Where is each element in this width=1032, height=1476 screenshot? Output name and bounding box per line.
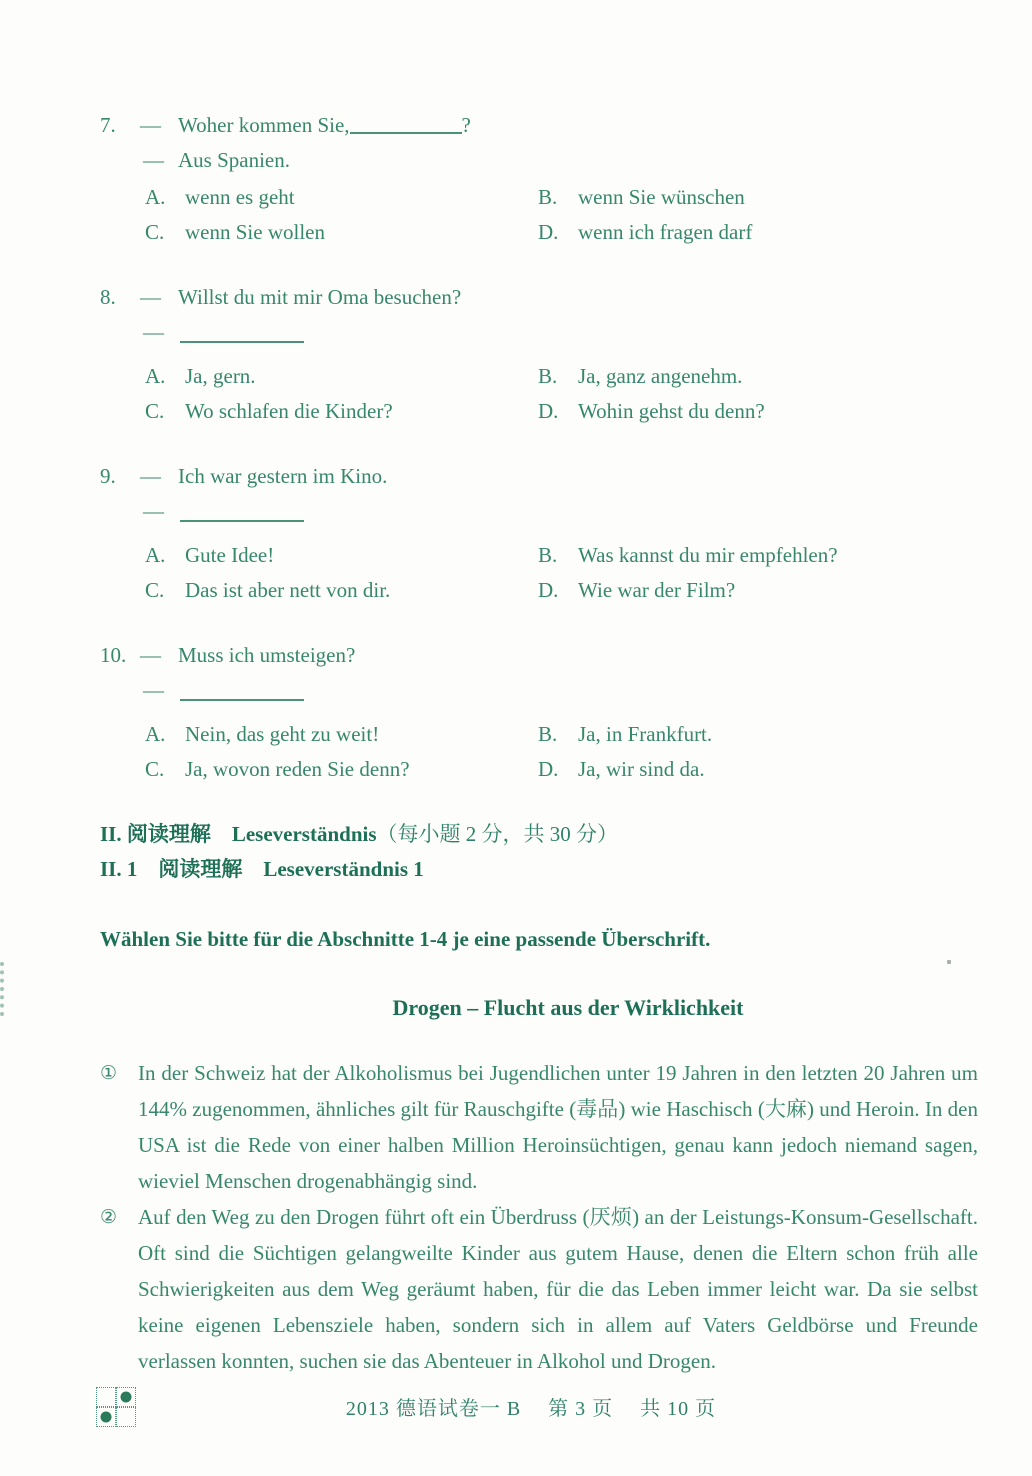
option-text: Wohin gehst du denn? [578, 398, 765, 423]
option-text: Was kannst du mir empfehlen? [578, 543, 838, 567]
answer-blank [180, 699, 304, 701]
options-grid [145, 180, 978, 249]
option-label: A. [145, 364, 166, 388]
answer-blank [350, 132, 462, 134]
question-7 [100, 108, 978, 249]
answer-blank [180, 341, 304, 343]
question-text: Muss ich umsteigen? [178, 643, 356, 667]
option-text: Ja, gern. [185, 364, 256, 388]
paragraph-text: Auf den Weg zu den Drogen führt oft ein Überdruss (厌烦) an der Leistungs-Konsum-Gesellschaft. Oft sind die Süchtigen gelangweilte Kinder aus gutem Hause, denen die Eltern schon früh alle Schwierigkeiten aus dem Weg geräumt haben, für die das Leben immer leicht war. Da sie selbst keine eigenen Lebensziele haben, sondern sich in allem auf Vaters Geldbörse und Freunde verlassen konnten, suchen sie das Abenteuer in Alkohol und Drogen. [138, 1205, 978, 1373]
question-prompt-line [100, 108, 978, 143]
section-heading-main: II. 阅读理解 Leseverständnis [100, 822, 377, 846]
option-text: Das ist aber nett von dir. [185, 577, 391, 602]
reply-text: Aus Spanien. [178, 148, 290, 172]
scan-speck-artifact [947, 960, 951, 964]
dialogue-dash: — [143, 678, 164, 702]
dialogue-dash: — [143, 148, 164, 172]
circled-number-1: ① [100, 1062, 118, 1084]
dialogue-dash: — [140, 285, 161, 309]
prompt-tail: ? [461, 113, 471, 137]
section-heading [100, 817, 978, 852]
option-b [538, 538, 978, 573]
dialogue-dash: — [140, 464, 161, 488]
option-label: D. [538, 756, 559, 781]
option-c [145, 752, 538, 787]
option-text: Nein, das geht zu weit! [185, 722, 380, 746]
option-label: D. [538, 577, 559, 602]
option-label: C. [145, 398, 165, 423]
section-heading-points: （每小题 2 分，共 30 分） [376, 822, 619, 846]
answer-blank [180, 520, 304, 522]
option-text: wenn es geht [185, 185, 295, 209]
option-text: wenn ich fragen darf [578, 219, 753, 244]
option-label: D. [538, 219, 559, 244]
question-10 [100, 638, 978, 786]
question-text: Ich war gestern im Kino. [178, 464, 388, 488]
passage-paragraph-2 [100, 1199, 978, 1379]
question-reply-line [143, 143, 978, 178]
option-text: Ja, wovon reden Sie denn? [185, 756, 410, 781]
question-text: Willst du mit mir Oma besuchen? [178, 285, 462, 309]
task-instruction: Wählen Sie bitte für die Abschnitte 1-4 je eine passende Überschrift. [100, 927, 711, 951]
reading-passage [100, 1055, 978, 1379]
option-label: A. [145, 543, 166, 567]
options-grid [145, 538, 978, 607]
dialogue-dash: — [140, 113, 161, 137]
question-prompt-line [100, 280, 978, 315]
question-9 [100, 459, 978, 607]
option-label: C. [145, 219, 165, 244]
option-a [145, 359, 538, 394]
paragraph-text: In der Schweiz hat der Alkoholismus bei Jugendlichen unter 19 Jahren in den letzten 20 Jahren um 144% zugenommen, ähnliches gilt für Rauschgifte (毒品) wie Haschisch (大麻) und Heroin. In den USA ist die Rede von einer halben Million Heroinsüchtigen, genau kann jedoch niemand sagen, wieviel Menschen drogenabhängig sind. [138, 1061, 978, 1193]
page-footer: 2013 德语试卷一 B 第 3 页 共 10 页 [345, 1398, 717, 1420]
options-grid [145, 717, 978, 786]
option-c [145, 215, 538, 250]
option-label: D. [538, 398, 559, 423]
option-b [538, 359, 978, 394]
question-reply-line [143, 673, 978, 715]
dialogue-dash: — [143, 320, 164, 344]
option-d [538, 752, 978, 787]
option-c [145, 573, 538, 608]
option-a [145, 717, 538, 752]
option-c [145, 394, 538, 429]
dialogue-dash: — [143, 499, 164, 523]
option-text: Ja, wir sind da. [578, 756, 705, 781]
option-a [145, 538, 538, 573]
option-label: B. [538, 185, 558, 209]
question-number: 7. [100, 113, 116, 137]
option-label: A. [145, 185, 166, 209]
scan-edge-artifact [0, 962, 4, 1016]
question-8 [100, 280, 978, 428]
option-label: B. [538, 364, 558, 388]
option-text: Ja, ganz angenehm. [578, 364, 743, 388]
option-b [538, 717, 978, 752]
question-prompt-line [100, 459, 978, 494]
question-number: 9. [100, 464, 116, 488]
dialogue-dash: — [140, 643, 161, 667]
circled-number-2: ② [100, 1206, 118, 1228]
passage-paragraph-1 [100, 1055, 978, 1199]
option-text: Ja, in Frankfurt. [578, 722, 713, 746]
option-label: C. [145, 756, 165, 781]
option-label: B. [538, 543, 558, 567]
option-a [145, 180, 538, 215]
prompt-text: Woher kommen Sie, [178, 113, 350, 137]
option-text: wenn Sie wünschen [578, 185, 745, 209]
option-text: Gute Idee! [185, 543, 275, 567]
option-text: wenn Sie wollen [185, 219, 325, 244]
option-b [538, 180, 978, 215]
question-text [178, 108, 471, 143]
section-subheading: II. 1 阅读理解 Leseverständnis 1 [100, 857, 424, 881]
question-number: 8. [100, 285, 116, 309]
option-label: B. [538, 722, 558, 746]
option-d [538, 573, 978, 608]
option-label: C. [145, 577, 165, 602]
option-text: Wie war der Film? [578, 577, 736, 602]
question-number: 10. [100, 643, 127, 667]
question-prompt-line [100, 638, 978, 673]
option-d [538, 215, 978, 250]
question-reply-line [143, 494, 978, 536]
options-grid [145, 359, 978, 428]
option-text: Wo schlafen die Kinder? [185, 398, 393, 423]
option-label: A. [145, 722, 166, 746]
reading-passage-title: Drogen – Flucht aus der Wirklichkeit [392, 995, 744, 1020]
question-reply-line [143, 315, 978, 357]
option-d [538, 394, 978, 429]
